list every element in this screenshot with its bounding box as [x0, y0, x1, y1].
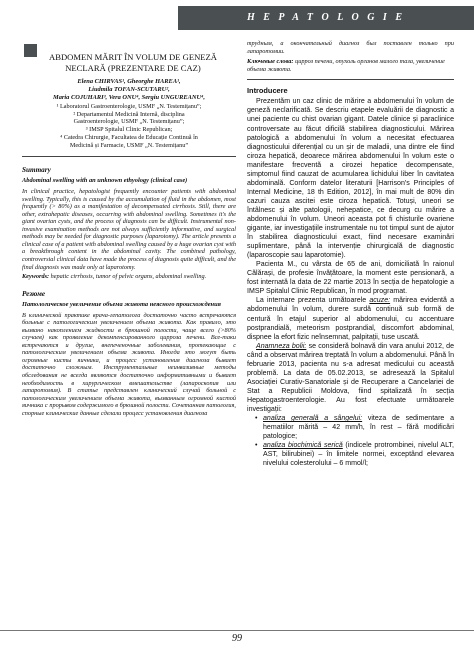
affiliation-line: ³ IMSP Spitalul Clinic Republican; [85, 126, 173, 134]
affiliation-line: Gastroenterologie, USMF „N. Testemițanu”; [73, 118, 185, 126]
right-column [247, 40, 454, 468]
author-line: Maria COJUHARI³, Vera ONU⁴, Sergiu UNGUREANU⁴, [53, 94, 205, 102]
summary-keywords [22, 273, 236, 281]
affiliation-line: ² Departamentul Medicină Internă, disciplina [73, 110, 185, 118]
author-line: Liudmila TOFAN-SCUTARU², [88, 86, 170, 94]
introduction-body [247, 97, 454, 468]
affiliation-line: ¹ Laboratorul Gastroenterologie, USMF „N. Testemițanu”; [56, 102, 202, 110]
summary-text: In clinical practice, hepatologist frequently encounter patients with abdominal swelling. Typically, this is caused by the accumulation of fluid in the abdomen, most frequently (> 80%) as a manifestation of decompensated cirrhosis. Still, there are other, extrahepatic diseases, occurring with abdominal swelling. Sometimes it's the giant ovarian cysts, and the process of diagnosis can be difficult. Instrumental non-invasive examination methods are not always sufficiently informative, and surgical methods may be needed for diagnostic purposes (laparotomy). The article presents a clinical case of a patient with abdominal swelling caused by a huge ovarian cyst with a breakthrough content in the abdominal cavity. The combined pathology, controversial clinical data have made the process of diagnosis quite difficult, and the final diagnosis was made only at laparotomy. [22, 188, 236, 271]
text-span: mărirea evidentă a abdomenului în volum, durere surdă continuă sub formă de centură în etajul superior al abdomenului, cu accentuare postprandială, meteorism postprandial, discomfort abdominal, dispnee la efort fizic neînsemnat, palpitații, tuse uscată. [247, 297, 454, 341]
list-item [255, 414, 454, 441]
underlined-term: analiza generală a sângelui: [263, 415, 363, 423]
authors [22, 78, 236, 103]
rezume-heading: Резюме [22, 289, 46, 298]
text-span: (indicele protrombinei, nivelul ALT, AST, bilirubinei) – în limitele normei, exceptând elevarea nivelului colesterolului – 6 mmol/l; [263, 442, 454, 468]
affiliations [22, 103, 236, 150]
paragraph [247, 342, 454, 414]
list-item [255, 441, 454, 468]
footer-rule [0, 630, 474, 631]
investigations-list [247, 414, 454, 468]
rezume-subheading: Патологическое увеличение объема живота неясного происхождения [22, 300, 221, 308]
summary-heading: Summary [22, 166, 51, 175]
journal-section-header: H E P A T O L O G I E [178, 6, 474, 30]
rezume-text: В клинической практике врача-гепатолога достаточно часто встречаются больные с патологическим увеличением объема живота. Как правило, это вызвано накоплением жидкости в брюшной полости, чаще всего (>80% случаев) как проявление декомпенсированного цирроза печени. Все-таки встречаются и другие, внепеченочные заболевания, протекающие с патологическим увеличением объема живота. Иногда это могут быть огромные кисты яичника, и процесс установления диагноза бывает достаточно сложным. Инструментальные неинвазивные методы обследования не всегда являются достаточно информативными и бывает необходимость в хирургическом вмешательстве (лапароскопия или лапаротомия). В статье представлен клинический случай больной с патологическим увеличением объема живота, вызванным огромной кистой яичника с прорывом содержимого в брюшной полости. Сочетанная патология, спорные клинические данные сделали процесс установления диагноза [22, 311, 236, 417]
affiliation-line: Medicină și Farmacie, USMF „N. Testemițanu” [69, 142, 189, 150]
author-line: Elena CHIRVAS¹, Gheorghe HAREA¹, [77, 78, 181, 85]
rezume-continuation: трудным, а окончательный диагноз был поставлен только при лапаротомии. [247, 40, 454, 55]
underlined-term: analiza biochimică serică [263, 442, 343, 450]
page-number: 99 [232, 633, 242, 644]
underlined-term: Anamneza bolii: [256, 342, 307, 350]
divider [247, 79, 454, 80]
paragraph [247, 296, 454, 341]
affiliation-line: ⁴ Catedra Chirurgie, Facultatea de Educație Continuă în [60, 134, 198, 142]
text-span: viteza de sedimentare a hematiilor mărită – 42 mm/h, în rest – fără modificări patologice; [263, 415, 455, 441]
text-span: La internare prezenta următoarele [256, 297, 370, 305]
paragraph: Pacienta M., cu vârsta de 65 de ani, domiciliată în raionul Călărași, de profesie învățătoare, la moment este pensionară, a fost internată la data de 22 martie 2013 în secția de hepatologie a IMSP Spitalul Clinic Republican, în mod programat. [247, 261, 454, 296]
introduction-heading: Introducere [247, 86, 288, 96]
text-span: se consideră bolnavă din vara anului 2012, de când a observat mărirea treptată în volum a abdomenului. Până în februarie 2013, pacienta nu s-a adresat medicului cu această problemă. La data de 05.02.2013, se adresează la Spitalul Asociației Curativ-Sanatoriale și de Recuperare a Cancelariei de Stat a Republicii Moldova, fiind spitalizată în secția Hepatogastroenterologie. Au fost efectuate următoarele investigații: [247, 342, 454, 413]
kw-label: Ключевые слова: [247, 58, 294, 66]
keywords-text: hepatic cirrhosis, tumor of pelvic organs, abdominal swelling. [49, 273, 207, 281]
kw-text: цирроз печени, опухоль органов малого таза, увеличение объема живота. [247, 58, 445, 73]
divider [22, 156, 236, 157]
rezume-keywords [247, 58, 454, 73]
keywords-label: Keywords: [22, 273, 50, 281]
left-column [22, 52, 236, 417]
underlined-term: acuze: [369, 297, 391, 305]
article-title: ABDOMEN MĂRIT ÎN VOLUM DE GENEZĂ NECLARĂ (PREZENTARE DE CAZ) [49, 52, 217, 73]
paragraph: Prezentăm un caz clinic de mărire a abdomenului în volum de geneză neclarificată. Se descriu etapele evaluării de diagnostic a unei paciente cu chist ovarian gigant. Datele clinice și paraclinice controversate au făcut dificilă stabilirea diagnosticului. Mărirea patologică a abdomenului în volum a necesitat efectuarea diagnosticului diferențial cu un șir de maladii, una dintre ele fiind ciroza hepatică, deoarece mărirea abdomenului în volum este o manifestare frecventă a cirozei hepatice decompensate, simptomul fiind cauzat de acumularea lichidului liber în cavitatea abdominală. Conform datelor literaturii [Harrison's Principles of Internal Medicine, 18 th Edition, 2012], în mai mult de 80% din cazuri cauza ascitei este ciroza hepatică. Totuși, uneori se întâlnesc și alte patologii, nehepatice, ce decurg cu mărire a abdomenului în volum. Uneori aceasta pot fi chisturile ovariene gigante, iar investigațiile instrumentale nu tot timpul sunt de ajutor în stabilirea diagnosticului exact, fiind necesare examinări suplimentare, până la intervenție chirurgicală de diagnostic (laparoscopie sau laparotomie). [247, 98, 454, 260]
summary-subheading: Abdominal swelling with an unknown ethyology (clinical case) [22, 177, 188, 185]
